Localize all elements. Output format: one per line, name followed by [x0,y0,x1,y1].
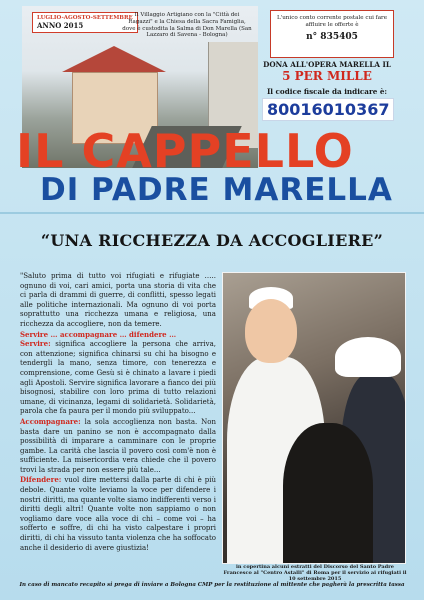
issue-months: LUGLIO-AGOSTO-SETTEMBRE [37,15,133,21]
donation-line1: DONA ALL'OPERA MARELLA IL [263,60,391,69]
paragraph-servire: significa accogliere la persona che arriva, con attenzione; significa chinarsi su chi ha bisogno e tendergli la mano, senza timore, con tenerezza e comprensione, come Gesù si è chinato a lavare i piedi agli Apostoli. Servire significa lavorare a fianco dei più bisognosi, stabilire con loro prima di tutto relazioni umane, di vicinanza, legami di solidarietà. Solidarietà, parola che fa paura per il mondo più sviluppato... [20,340,216,416]
white-cap [335,337,401,377]
article-paragraph [20,475,216,553]
paragraph-accompagnare: la sola accoglienza non basta. Non basta dare un panino se non è accompagnato dalla possibilità di imparare a camminare con le proprie gambe. La carità che lascia il povero così com'è non è sufficiente. La misericordia vera chiede che il povero trovi la strada per non essere più tale... [20,417,216,474]
subheading-difendere: Difendere: [20,475,62,485]
person-foreground [283,423,373,563]
building-roof [62,46,166,72]
tax-code-label: Il codice fiscale da indicare è: [266,87,388,96]
pope-photo [222,272,406,564]
donation-line2: 5 PER MILLE [282,69,372,83]
village-info: Il Villaggio Artigiano con la "Città dei Ragazzi" e la Chiesa della Sacra Famiglia, dove è custodita la Salma di Don Marella (San Lazzaro di Savena - Bologna) [122,12,252,39]
section-heading: Servire … accompagnare … difendere … [20,329,177,339]
article-intro: "Saluto prima di tutto voi rifugiati e rifugiate ….. ognuno di voi, cari amici, porta una storia di vita che ci parla di drammi di guerre, di conflitti, spesso legati alle politiche internazionali. Ma ognuno di voi porta soprattutto una ricchezza umana e religiosa, una ricchezza da accogliere, non da temere. [20,272,216,328]
divider [0,212,424,214]
subheading-accompagnare: Accompagnare: [20,416,81,426]
postal-notice: In caso di mancato recapito si prega di inviare a Bologna CMP per la restituzione al mittente che pagherà la prescritta tassa [19,582,405,588]
masthead-line1: IL CAPPELLO [16,124,354,178]
article-paragraph [20,339,216,417]
tax-code: 80016010367 [262,98,394,121]
article-paragraph [20,417,216,476]
masthead-line2: DI PADRE MARELLA [40,172,393,208]
pope-face [245,299,297,363]
issue-year: ANNO 2015 [37,21,84,30]
postal-account-text: L'unico conto corrente postale cui fare affluire le offerte è [276,15,388,28]
article-body [20,272,216,553]
article-headline: “UNA RICCHEZZA DA ACCOGLIERE” [40,231,384,250]
photo-caption: in copertina alcuni estratti del Discorso del Santo Padre Francesco al "Centro Astalli" di Roma per il servizio ai rifugiati il 10 settembre 2015 [223,564,407,583]
postal-account-box [270,10,394,58]
subheading-servire: Servire: [20,339,51,349]
donation-box [262,60,392,121]
paragraph-difendere: vuol dire mettersi dalla parte di chi è più debole. Quante volte leviamo la voce per difendere i nostri diritti, ma quante volte siamo indifferenti verso i diritti degli altri! Quante volte non sappiamo o non vogliamo dare voce alla voce di chi – come voi – ha sofferto e soffre, di chi ha visto calpestare i propri diritti, di chi ha vissuto tanta violenza che ha soffocato anche il desiderio di avere giustizia! [20,476,216,552]
postal-account-number: n° 835405 [306,32,358,43]
